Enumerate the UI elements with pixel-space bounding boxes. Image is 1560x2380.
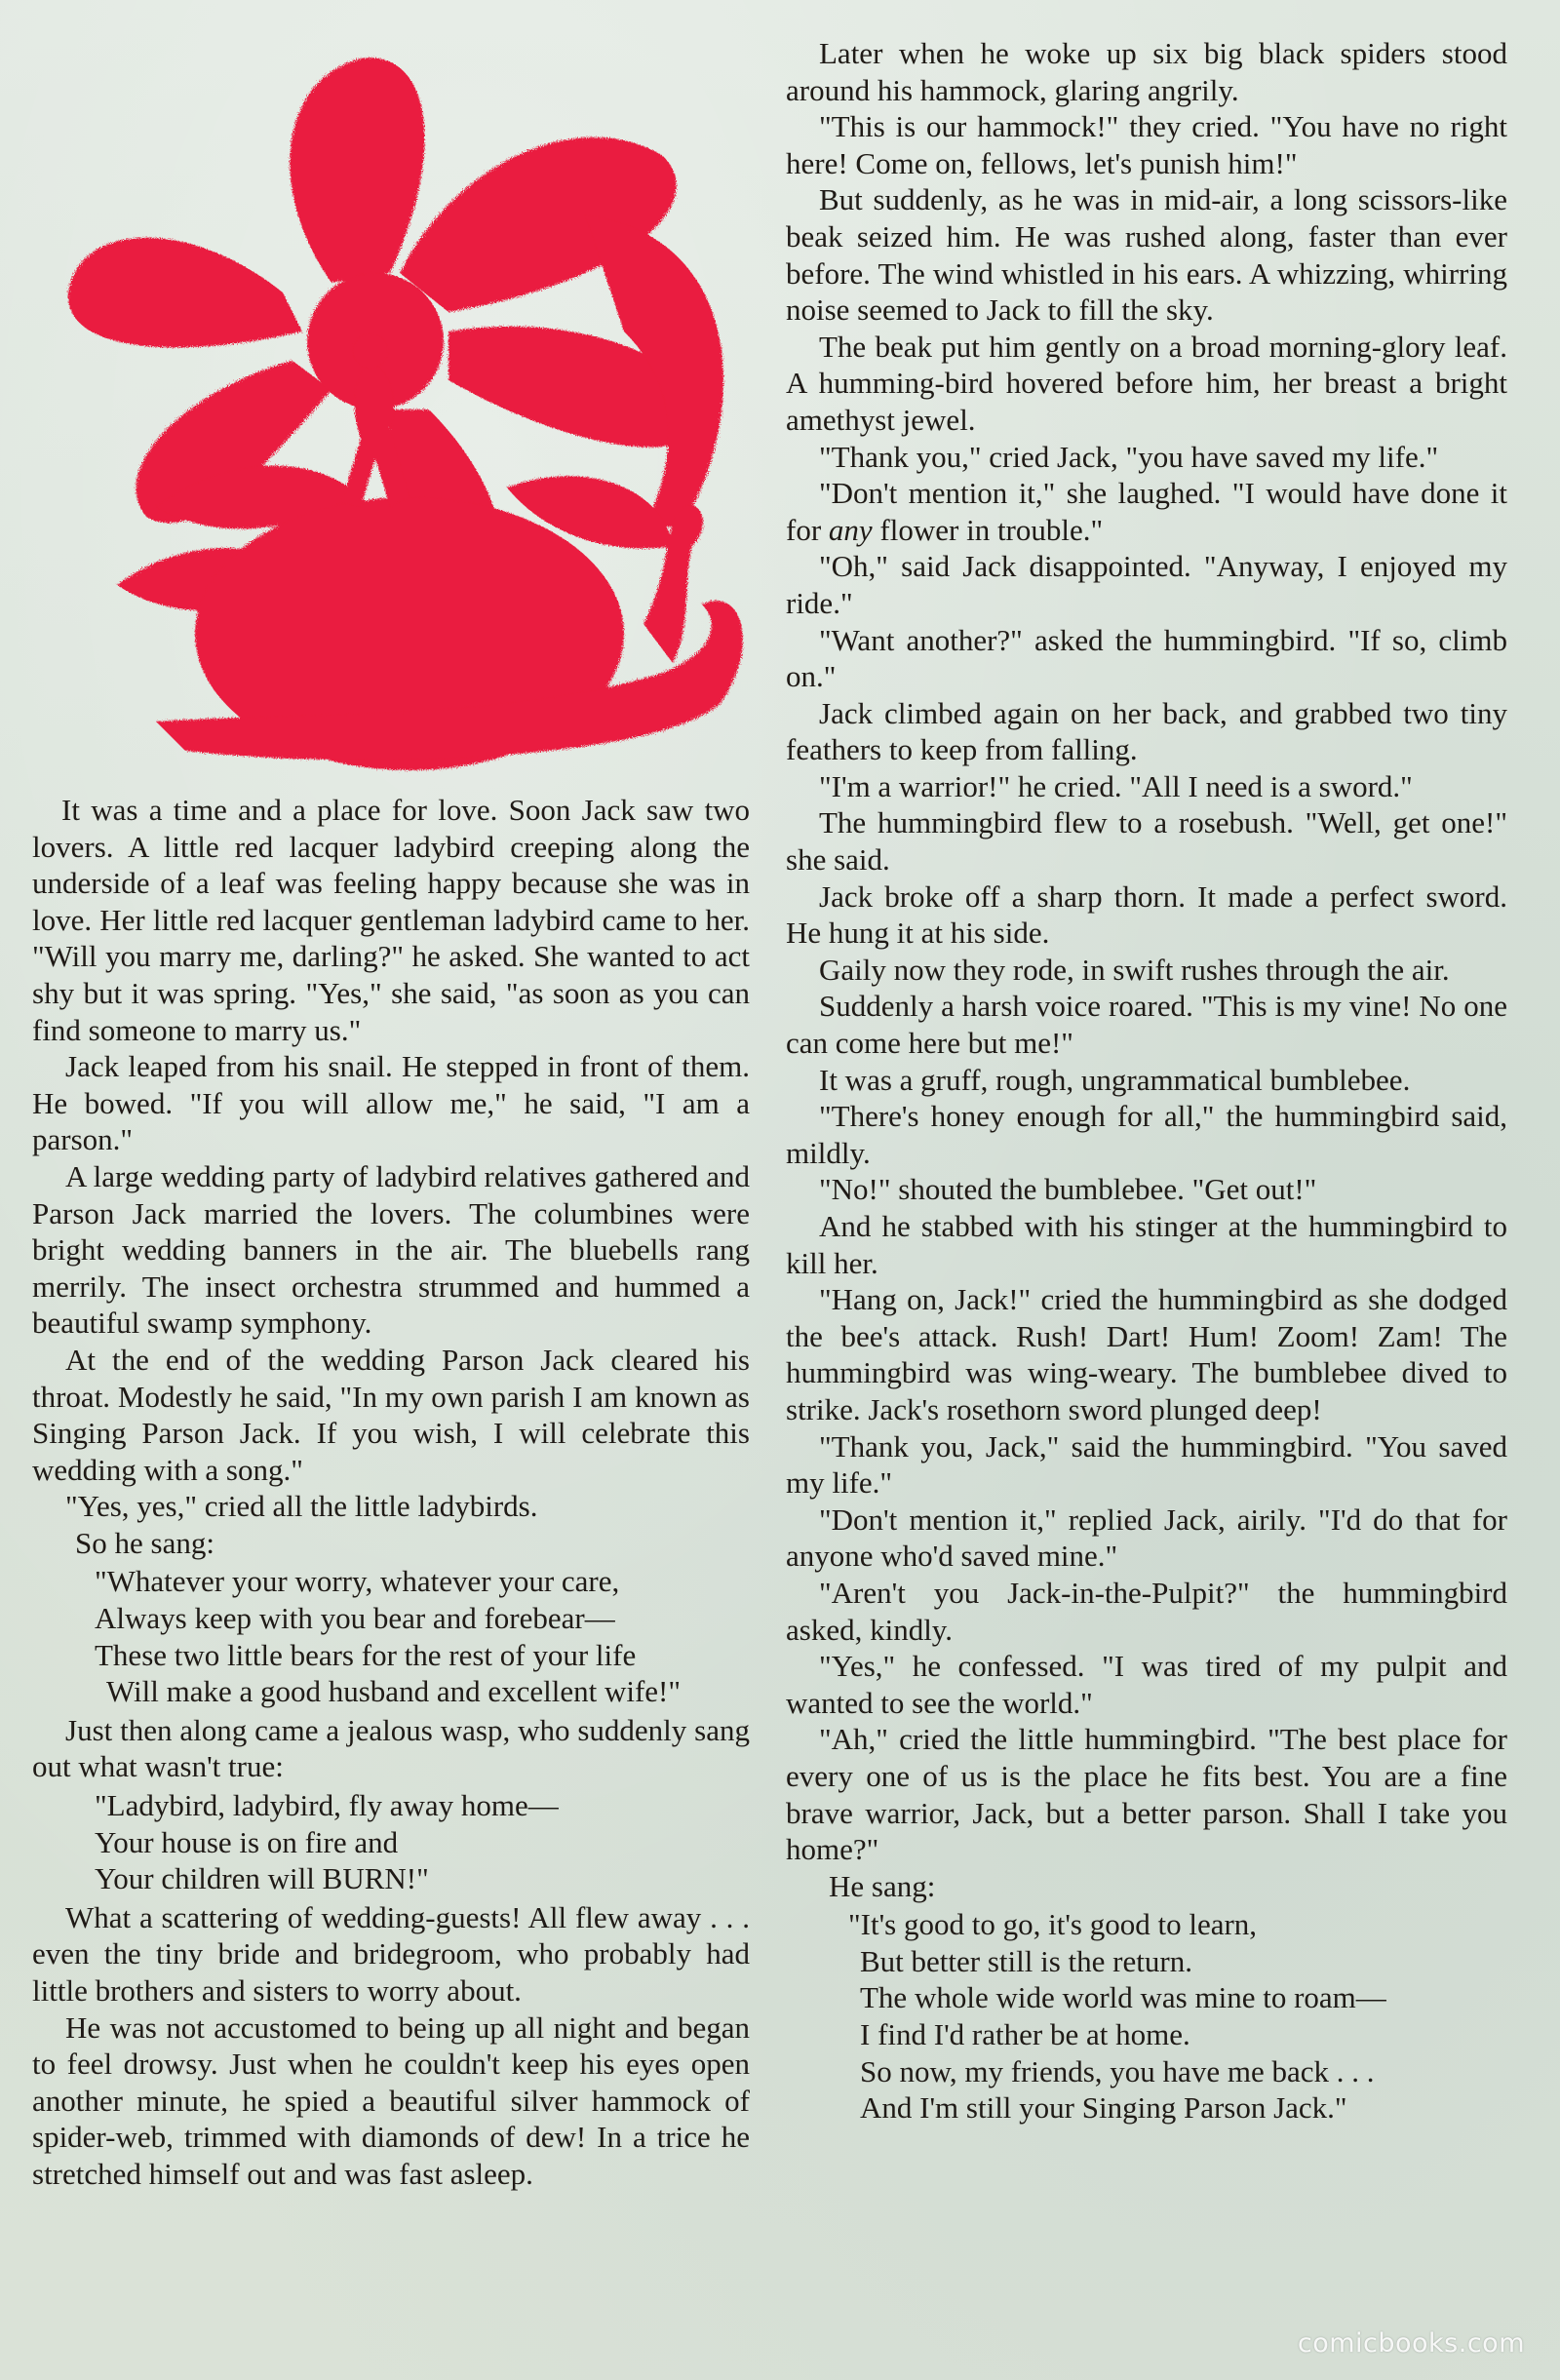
story-paragraph: Suddenly a harsh voice roared. "This is my vine! No one can come here but me!" — [786, 989, 1507, 1061]
story-paragraph: "Yes, yes," cried all the little ladybirds. — [65, 1489, 538, 1524]
song-line: "It's good to go, it's good to learn, — [848, 1907, 1258, 1942]
story-paragraph: "No!" shouted the bumblebee. "Get out!" — [819, 1172, 1317, 1207]
story-paragraph: Jack broke off a sharp thorn. It made a perfect sword. He hung it at his side. — [786, 878, 1507, 951]
right-column — [786, 35, 1507, 2128]
story-paragraph: "This is our hammock!" they cried. "You have no right here! Come on, fellows, let's punish him!" — [786, 109, 1507, 180]
story-paragraph: "Aren't you Jack-in-the-Pulpit?" the hummingbird asked, kindly. — [786, 1575, 1507, 1647]
song-line: "Ladybird, ladybird, fly away home— — [95, 1788, 559, 1823]
story-paragraph: "Don't mention it," replied Jack, airily. "I'd do that for anyone who'd saved mine." — [786, 1502, 1507, 1574]
left-column — [32, 792, 750, 2193]
story-paragraph: What a scattering of wedding-guests! All flew away . . . even the tiny bride and bridegroom, who probably had little brothers and sisters to worry about. — [32, 1899, 750, 2008]
story-paragraph: "Oh," said Jack disappointed. "Anyway, I enjoyed my ride." — [786, 549, 1507, 620]
story-paragraph — [786, 475, 1507, 548]
story-paragraph: He was not accustomed to being up all night and began to feel drowsy. Just when he couldn't keep his eyes open another minute, he spied a beautiful silver hammock of spider-web, trimmed with diamonds of dew! In a trice he stretched himself out and was fast asleep. — [32, 2009, 750, 2191]
story-paragraph: "Want another?" asked the hummingbird. "If so, climb on." — [786, 622, 1507, 694]
song-line: Always keep with you bear and forebear— — [95, 1601, 615, 1636]
story-paragraph: "Ah," cried the little hummingbird. "The best place for every one of us is the place he fits best. You are a fine brave warrior, Jack, but a better parson. Shall I take you home?" — [786, 1722, 1507, 1867]
text-run: flower in trouble." — [872, 512, 1104, 547]
story-paragraph: "Thank you," cried Jack, "you have saved my life." — [819, 439, 1439, 474]
song-line: And I'm still your Singing Parson Jack." — [860, 2090, 1347, 2126]
flower-snail-illustration — [39, 39, 760, 780]
song-line: "Whatever your worry, whatever your care, — [95, 1564, 620, 1599]
song-line: Your house is on fire and — [95, 1824, 399, 1859]
story-paragraph: It was a time and a place for love. Soon Jack saw two lovers. A little red lacquer ladybird creeping along the underside of a leaf was feeling happy because she was in love. Her little red lacquer gentleman ladybird came to her. "Will you marry me, darling?" he asked. She wanted to act shy but it was spring. "Yes," she said, "as soon as you can find someone to marry us." — [32, 793, 750, 1047]
story-paragraph: Jack leaped from his snail. He stepped in front of them. He bowed. "If you will allow me," he said, "I am a parson." — [32, 1049, 750, 1157]
emphasis-text: any — [828, 512, 873, 547]
story-paragraph: "There's honey enough for all," the hummingbird said, mildly. — [786, 1099, 1507, 1170]
story-paragraph: "Yes," he confessed. "I was tired of my pulpit and wanted to see the world." — [786, 1649, 1507, 1720]
story-paragraph: "I'm a warrior!" he cried. "All I need is a sword." — [819, 768, 1413, 803]
story-paragraph: A large wedding party of ladybird relatives gathered and Parson Jack married the lovers. The columbines were bright wedding banners in the air. The bluebells rang merrily. The insect orchestra strummed and hummed a beautiful swamp symphony. — [32, 1158, 750, 1341]
song-line: The whole wide world was mine to roam— — [860, 1980, 1386, 2015]
story-paragraph: The hummingbird flew to a rosebush. "Well, get one!" she said. — [786, 805, 1507, 878]
story-paragraph: "Thank you, Jack," said the hummingbird. "You saved my life." — [786, 1428, 1507, 1501]
homecoming-song — [786, 1906, 1507, 2126]
song-line: Will make a good husband and excellent wife!" — [106, 1674, 682, 1709]
story-paragraph: Just then along came a jealous wasp, who suddenly sang out what wasn't true: — [32, 1712, 750, 1784]
story-paragraph: Gaily now they rode, in swift rushes through the air. — [819, 952, 1450, 987]
story-paragraph: At the end of the wedding Parson Jack cleared his throat. Modestly he said, "In my own parish I am known as Singing Parson Jack. If you wish, I will celebrate this wedding with a song." — [32, 1342, 750, 1487]
song-intro: He sang: — [829, 1868, 936, 1903]
story-paragraph: It was a gruff, rough, ungrammatical bumblebee. — [819, 1062, 1411, 1097]
wasp-song — [32, 1787, 750, 1897]
wedding-song — [32, 1563, 750, 1709]
song-line: But better still is the return. — [860, 1943, 1192, 1978]
story-paragraph: But suddenly, as he was in mid-air, a long scissors-like beak seized him. He was rushed along, faster than ever before. The wind whistled in his ears. A whizzing, whirring noise seemed to Jack to fill the sky. — [786, 182, 1507, 328]
song-intro: So he sang: — [75, 1525, 214, 1560]
watermark: comicbooks.com — [1297, 2328, 1525, 2359]
story-paragraph: Later when he woke up six big black spiders stood around his hammock, glaring angrily. — [786, 36, 1507, 107]
song-line: I find I'd rather be at home. — [860, 2017, 1190, 2052]
text-run: "Don't mention it," she laughed. "I would have done it for — [786, 476, 1507, 547]
story-paragraph: Jack climbed again on her back, and grabbed two tiny feathers to keep from falling. — [786, 695, 1507, 767]
story-paragraph: "Hang on, Jack!" cried the hummingbird as she dodged the bee's attack. Rush! Dart! Hum! Zoom! Zam! The hummingbird was wing-weary. The bumblebee dived to strike. Jack's rosethorn sword plunged deep! — [786, 1282, 1507, 1426]
song-line: So now, my friends, you have me back . . . — [860, 2053, 1375, 2088]
story-paragraph: The beak put him gently on a broad morning-glory leaf. A humming-bird hovered before him, her breast a bright amethyst jewel. — [786, 329, 1507, 437]
song-line: Your children will BURN!" — [95, 1861, 429, 1896]
story-paragraph: And he stabbed with his stinger at the hummingbird to kill her. — [786, 1209, 1507, 1280]
song-line: These two little bears for the rest of your life — [95, 1637, 637, 1672]
